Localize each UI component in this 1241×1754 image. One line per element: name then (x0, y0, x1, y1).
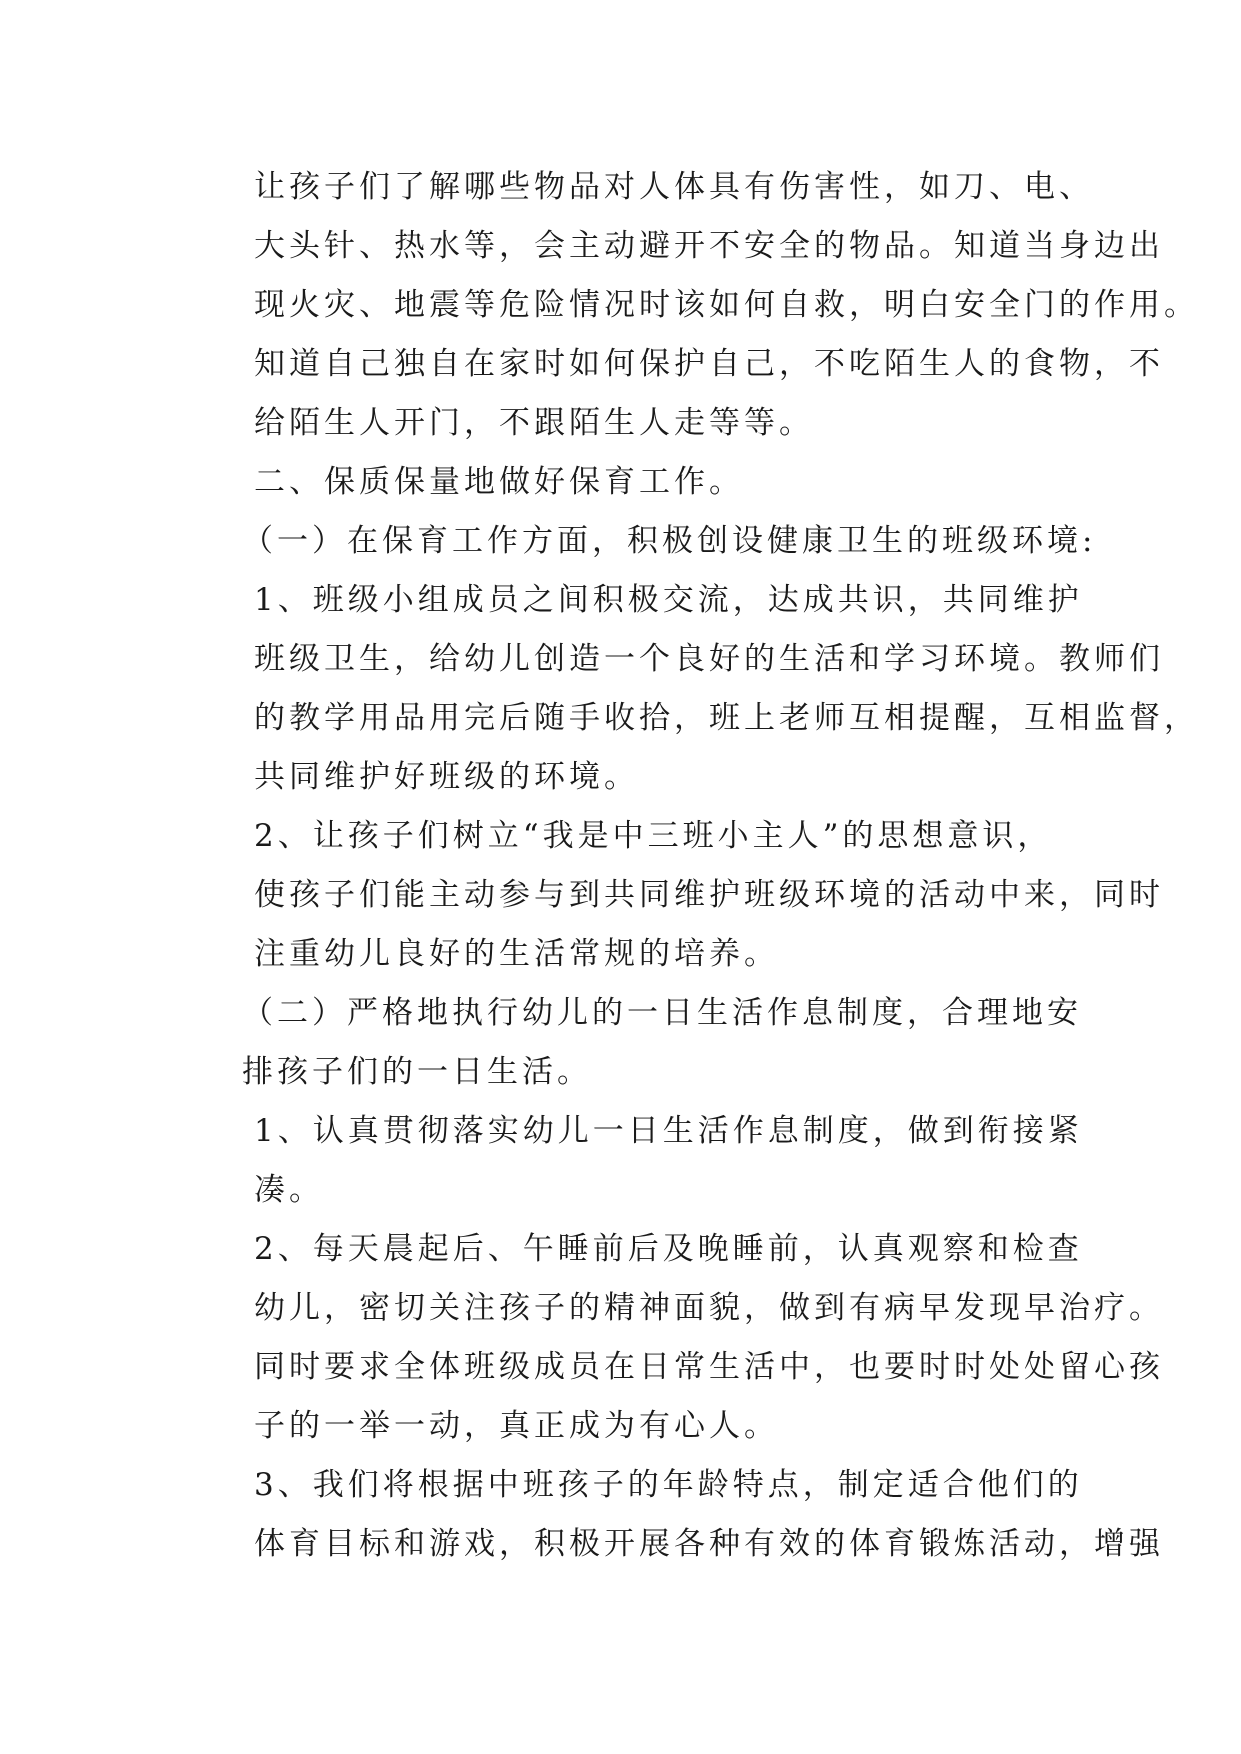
text-line: 知道自己独自在家时如何保护自己，不吃陌生人的食物，不 (254, 346, 1164, 382)
paragraph-physical-education (190, 1456, 1164, 1574)
paragraph-health-observation (190, 1220, 1164, 1456)
text-line: 让孩子们了解哪些物品对人体具有伤害性，如刀、电、 (254, 169, 1094, 205)
text-line: 1、班级小组成员之间积极交流，达成共识，共同维护 (254, 582, 1083, 618)
text-line: 子的一举一动，真正成为有心人。 (254, 1408, 779, 1444)
text-line: 现火灾、地震等危险情况时该如何自救，明白安全门的作用。 (254, 287, 1199, 323)
paragraph-class-hygiene (190, 571, 1199, 807)
text-line: （一）在保育工作方面，积极创设健康卫生的班级环境: (242, 523, 1097, 559)
text-line: 幼儿，密切关注孩子的精神面貌，做到有病早发现早治疗。 (254, 1290, 1164, 1326)
text-line: 2、让孩子们树立“我是中三班小主人”的思想意识， (254, 818, 1053, 854)
text-line: 二、保质保量地做好保育工作。 (254, 464, 744, 500)
text-line: 2、每天晨起后、午睡前后及晚睡前，认真观察和检查 (254, 1231, 1083, 1267)
paragraph-schedule-implementation (190, 1102, 1083, 1220)
text-line: 凑。 (254, 1172, 324, 1208)
document-body (190, 158, 1199, 1574)
text-line: 同时要求全体班级成员在日常生活中，也要时时处处留心孩 (254, 1349, 1164, 1385)
text-line: 1、认真贯彻落实幼儿一日生活作息制度，做到衔接紧 (254, 1113, 1083, 1149)
paragraph-safety-awareness (190, 158, 1199, 453)
text-line: 共同维护好班级的环境。 (254, 759, 639, 795)
text-line: 排孩子们的一日生活。 (242, 1054, 592, 1090)
text-line: 大头针、热水等，会主动避开不安全的物品。知道当身边出 (254, 228, 1164, 264)
text-line: 体育目标和游戏，积极开展各种有效的体育锻炼活动，增强 (254, 1526, 1164, 1562)
text-line: 给陌生人开门，不跟陌生人走等等。 (254, 405, 814, 441)
subsection-heading-environment (190, 512, 1097, 571)
text-line: 的教学用品用完后随手收拾，班上老师互相提醒，互相监督， (254, 700, 1199, 736)
section-heading-care-work (190, 453, 1070, 512)
text-line: 注重幼儿良好的生活常规的培养。 (254, 936, 779, 972)
text-line: 使孩子们能主动参与到共同维护班级环境的活动中来，同时 (254, 877, 1164, 913)
text-line: 3、我们将根据中班孩子的年龄特点，制定适合他们的 (254, 1467, 1083, 1503)
paragraph-class-ownership (190, 807, 1164, 984)
text-line: 班级卫生，给幼儿创造一个良好的生活和学习环境。教师们 (254, 641, 1164, 677)
text-line: （二）严格地执行幼儿的一日生活作息制度，合理地安 (242, 995, 1082, 1031)
subsection-heading-daily-schedule (190, 984, 1082, 1102)
